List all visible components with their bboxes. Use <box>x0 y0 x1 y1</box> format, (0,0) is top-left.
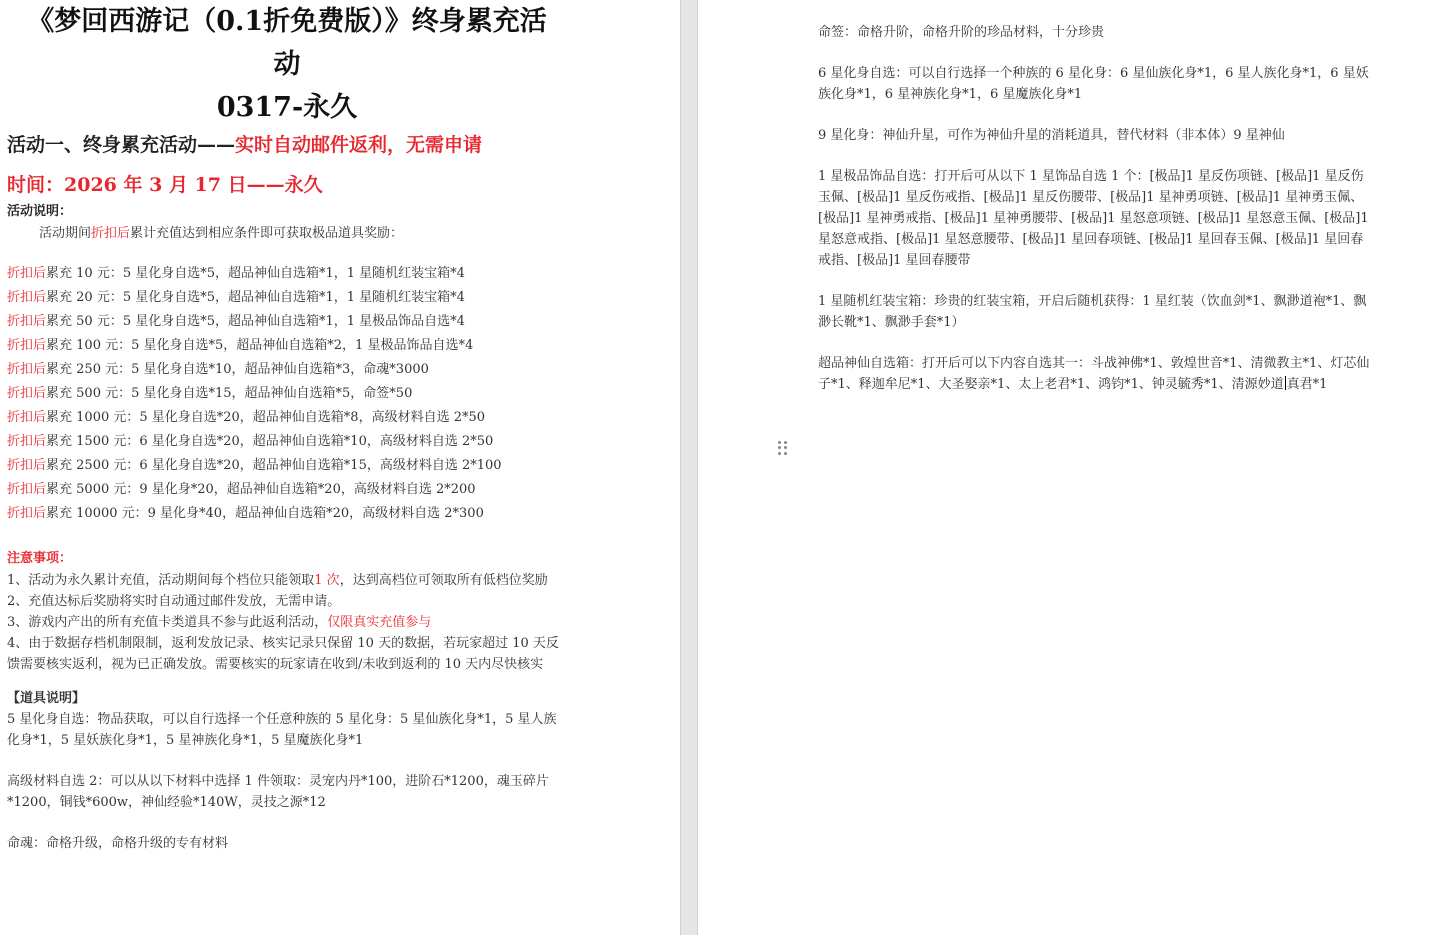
reward-tier <box>7 406 567 430</box>
page-content-left <box>7 0 567 854</box>
item-minghun: 命魂：命格升级，命格升级的专有材料 <box>7 836 229 851</box>
document-page-right[interactable] <box>698 0 1449 935</box>
reward-tier <box>7 478 567 502</box>
tier-prefix: 折扣后 <box>7 506 47 521</box>
item-5star-avatar: 5 星化身自选：物品获取，可以自行选择一个任意种族的 5 星化身：5 星仙族化身*1，5 星人族化身*1，5 星妖族化身*1，5 星神族化身*1，5 星魔族化身*1 <box>7 712 557 748</box>
tier-prefix: 折扣后 <box>7 410 47 425</box>
reward-tier <box>7 502 567 526</box>
item-accessory-box: 1 星极品饰品自选：打开后可从以下 1 星饰品自选 1 个：[极品]1 星反伤项链、[极品]1 星反伤玉佩、[极品]1 星反伤戒指、[极品]1 星反伤腰带、[极品]1 星神勇项链、[极品]1 星神勇玉佩、[极品]1 星神勇戒指、[极品]1 星神勇腰带、[极品]1 星怒意项链、[极品]1 星怒意玉佩、[极品]1 星怒意戒指、[极品]1 星怒意腰带、[极品]1 星回春项链、[极品]1 星回春玉佩、[极品]1 星回春戒指、[极品]1 星回春腰带 <box>818 169 1369 268</box>
note-3-text: 3、游戏内产出的所有充值卡类道具不参与此返利活动， <box>7 615 328 630</box>
note-1-text-a: 1、活动为永久累计充值，活动期间每个档位只能领取 <box>7 573 315 588</box>
item-6star-avatar: 6 星化身自选：可以自行选择一个种族的 6 星化身：6 星仙族化身*1，6 星人族化身*1，6 星妖族化身*1，6 星神族化身*1，6 星魔族化身*1 <box>818 66 1369 102</box>
tier-text: 累充 50 元：5 星化身自选*5，超品神仙自选箱*1，1 星极品饰品自选*4 <box>46 314 465 329</box>
god-box-text-b: 真君*1 <box>1286 377 1328 392</box>
reward-tier <box>7 382 567 406</box>
note-4: 4、由于数据存档机制限制，返利发放记录、核实记录只保留 10 天的数据，若玩家超过 10 天反馈需要核实返利，视为已正确发放。需要核实的玩家请在收到/未收到返利的 10 天内尽快核实 <box>7 636 559 672</box>
note-1-text-b: ，达到高档位可领取所有低档位奖励 <box>339 573 548 588</box>
note-3 <box>7 612 567 633</box>
tier-prefix: 折扣后 <box>7 386 47 401</box>
tier-text: 累充 10 元：5 星化身自选*5，超品神仙自选箱*1，1 星随机红装宝箱*4 <box>46 266 465 281</box>
tier-text: 累充 2500 元：6 星化身自选*20，超品神仙自选箱*15，高级材料自选 2*100 <box>46 458 502 473</box>
text-cursor <box>1285 376 1286 390</box>
document-page-left[interactable] <box>0 0 680 935</box>
god-box-text-a: 超品神仙自选箱：打开后可以下内容自选其一：斗战神佛*1、敦煌世音*1、清微教主*1、灯芯仙子*1、释迦牟尼*1、大圣娶亲*1、太上老君*1、鸿钧*1、钟灵毓秀*1、清源妙道 <box>818 356 1370 392</box>
items-heading: 【道具说明】 <box>7 691 86 706</box>
item-9star-avatar: 9 星化身：神仙升星，可作为神仙升星的消耗道具，替代材料（非本体）9 星神仙 <box>818 128 1285 143</box>
reward-tier <box>7 454 567 478</box>
title-line-3: 0317-永久 <box>216 92 358 123</box>
tier-text: 累充 1500 元：6 星化身自选*20，超品神仙自选箱*10，高级材料自选 2*50 <box>46 434 494 449</box>
reward-tier <box>7 310 567 334</box>
tier-prefix: 折扣后 <box>7 314 47 329</box>
tier-prefix: 折扣后 <box>7 266 47 281</box>
page-divider <box>680 0 698 935</box>
tier-text: 累充 1000 元：5 星化身自选*20，超品神仙自选箱*8，高级材料自选 2*50 <box>46 410 486 425</box>
reward-tier <box>7 286 567 310</box>
description-suffix: 累计充值达到相应条件即可获取极品道具奖励： <box>130 226 404 241</box>
note-3-highlight: 仅限真实充值参与 <box>327 615 432 630</box>
tier-text: 累充 20 元：5 星化身自选*5，超品神仙自选箱*1，1 星随机红装宝箱*4 <box>46 290 465 305</box>
reward-tier <box>7 358 567 382</box>
tier-text: 累充 250 元：5 星化身自选*10，超品神仙自选箱*3，命魂*3000 <box>46 362 429 377</box>
page-content-right <box>818 0 1374 395</box>
activity-heading-main: 活动一、终身累充活动—— <box>7 134 236 156</box>
tier-prefix: 折扣后 <box>7 434 47 449</box>
description-heading: 活动说明： <box>7 204 73 219</box>
tier-text: 累充 10000 元：9 星化身*40，超品神仙自选箱*20，高级材料自选 2*300 <box>46 506 484 521</box>
reward-tier <box>7 334 567 358</box>
tier-text: 累充 100 元：5 星化身自选*5，超品神仙自选箱*2，1 星极品饰品自选*4 <box>46 338 474 353</box>
item-red-equipment-box: 1 星随机红装宝箱：珍贵的红装宝箱，开启后随机获得：1 星红装（饮血剑*1、飘渺道袍*1、飘渺长靴*1、飘渺手套*1） <box>818 294 1367 330</box>
item-god-select-box <box>818 353 1374 395</box>
tier-text: 累充 500 元：5 星化身自选*15，超品神仙自选箱*5，命签*50 <box>46 386 413 401</box>
item-mingqian: 命签：命格升阶，命格升阶的珍品材料，十分珍贵 <box>818 25 1105 40</box>
document-title <box>7 0 567 129</box>
reward-tier <box>7 430 567 454</box>
activity-heading <box>7 131 567 159</box>
tier-text: 累充 5000 元：9 星化身*20，超品神仙自选箱*20，高级材料自选 2*200 <box>46 482 476 497</box>
tier-prefix: 折扣后 <box>7 290 47 305</box>
activity-time: 时间：2026 年 3 月 17 日——永久 <box>7 174 323 196</box>
note-1 <box>7 570 567 591</box>
tier-prefix: 折扣后 <box>7 362 47 377</box>
title-line-1: 《梦回西游记（0.1折免费版）》终身累充活 <box>27 6 547 37</box>
tier-prefix: 折扣后 <box>7 338 47 353</box>
tier-prefix: 折扣后 <box>7 458 47 473</box>
description-highlight: 折扣后 <box>91 226 131 241</box>
note-1-highlight: 1 次 <box>314 573 340 588</box>
note-2: 2、充值达标后奖励将实时自动通过邮件发放，无需申请。 <box>7 594 341 609</box>
reward-tier <box>7 262 567 286</box>
item-advanced-material: 高级材料自选 2：可以从以下材料中选择 1 件领取：灵宠内丹*100，进阶石*1200，魂玉碎片*1200，铜钱*600w，神仙经验*140W，灵技之源*12 <box>7 774 549 810</box>
description-text <box>7 223 567 244</box>
activity-heading-highlight: 实时自动邮件返利，无需申请 <box>235 134 483 156</box>
title-line-2: 动 <box>273 49 301 80</box>
notes-heading: 注意事项： <box>7 551 73 566</box>
description-prefix: 活动期间 <box>39 226 92 241</box>
reward-tier-list <box>7 262 567 526</box>
drag-handle-icon[interactable] <box>778 441 787 455</box>
tier-prefix: 折扣后 <box>7 482 47 497</box>
